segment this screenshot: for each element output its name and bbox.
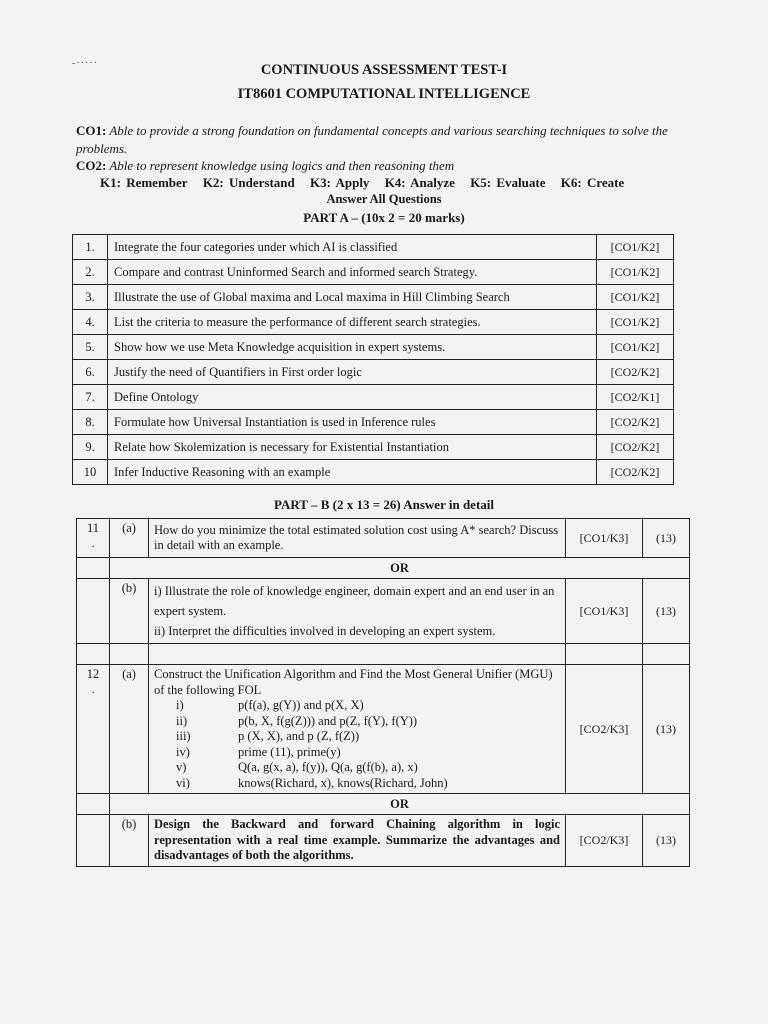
- table-row: [73, 235, 674, 260]
- table-row: [73, 385, 674, 410]
- table-row: [77, 579, 690, 644]
- empty-cell: [566, 644, 643, 665]
- empty-cell: [77, 644, 110, 665]
- knowledge-levels: [100, 175, 634, 191]
- question-text: Show how we use Meta Knowledge acquisition in expert systems.: [108, 335, 597, 360]
- empty-cell: [77, 579, 110, 644]
- question-text: Define Ontology: [108, 385, 597, 410]
- list-item: [154, 698, 560, 714]
- question-text: List the criteria to measure the performance of different search strategies.: [108, 310, 597, 335]
- or-row: [77, 794, 690, 815]
- list-expression: p (X, X), and p (Z, f(Z)): [238, 729, 360, 743]
- question-text: Compare and contrast Uninformed Search and informed search Strategy.: [108, 260, 597, 285]
- list-numeral: ii): [176, 713, 188, 728]
- list-numeral: v): [176, 760, 187, 774]
- empty-cell: [77, 558, 110, 579]
- list-item: [154, 745, 560, 761]
- question-number: [77, 519, 110, 558]
- co2-text: Able to represent knowledge using logics and then reasoning them: [109, 158, 455, 173]
- table-row: [77, 815, 690, 867]
- corner-mark: -·····: [72, 58, 98, 69]
- q11b-part-1: i) Illustrate the role of knowledge engineer, domain expert and an end user in an expert system.: [154, 584, 555, 618]
- question-number: 3.: [73, 285, 108, 310]
- k-level: K1: Remember: [100, 175, 188, 190]
- empty-cell: [149, 644, 566, 665]
- question-marks: (13): [643, 579, 690, 644]
- question-marks: (13): [643, 665, 690, 794]
- question-marks: (13): [643, 815, 690, 867]
- table-row: [73, 310, 674, 335]
- question-co: [CO1/K2]: [597, 335, 674, 360]
- question-text: Integrate the four categories under which AI is classified: [108, 235, 597, 260]
- q12-number: 12: [86, 667, 100, 681]
- list-expression: Q(a, g(x, a), f(y)), Q(a, g(f(b), a), x): [238, 760, 418, 774]
- question-number: 7.: [73, 385, 108, 410]
- table-row: [73, 285, 674, 310]
- co1-label: CO1:: [76, 123, 107, 138]
- part-b-title: PART – B (2 x 13 = 26) Answer in detail: [273, 497, 495, 512]
- or-divider: OR: [110, 558, 690, 579]
- or-divider: OR: [110, 794, 690, 815]
- question-co: [CO2/K2]: [597, 460, 674, 485]
- k-level: K2: Understand: [202, 175, 295, 190]
- question-text: Illustrate the use of Global maxima and Local maxima in Hill Climbing Search: [108, 285, 597, 310]
- question-part-label: (a): [110, 665, 149, 794]
- q11-number: 11: [86, 521, 100, 535]
- table-row: [77, 665, 690, 794]
- question-number: 9.: [73, 435, 108, 460]
- question-co: [CO1/K3]: [566, 519, 643, 558]
- empty-cell: [110, 644, 149, 665]
- question-part-label: (a): [110, 519, 149, 558]
- k-level: K3: Apply: [310, 175, 370, 190]
- instruction: Answer All Questions: [326, 192, 442, 206]
- q12-dot: .: [91, 682, 95, 696]
- question-text: Justify the need of Quantifiers in First order logic: [108, 360, 597, 385]
- co2-label: CO2:: [76, 158, 107, 173]
- question-co: [CO1/K2]: [597, 285, 674, 310]
- list-numeral: iii): [176, 729, 191, 743]
- course-outcome-2: [76, 157, 676, 175]
- empty-cell: [77, 815, 110, 867]
- table-row: [73, 435, 674, 460]
- empty-cell: [643, 644, 690, 665]
- question-text: Formulate how Universal Instantiation is used in Inference rules: [108, 410, 597, 435]
- question-number: 2.: [73, 260, 108, 285]
- table-row: [73, 335, 674, 360]
- list-expression: p(f(a), g(Y)) and p(X, X): [238, 698, 364, 712]
- question-co: [CO1/K2]: [597, 260, 674, 285]
- question-text: Infer Inductive Reasoning with an example: [108, 460, 597, 485]
- question-number: 4.: [73, 310, 108, 335]
- q11b-part-2: ii) Interpret the difficulties involved in developing an expert system.: [154, 624, 496, 638]
- table-row: [73, 410, 674, 435]
- question-co: [CO2/K3]: [566, 665, 643, 794]
- question-part-label: (b): [110, 579, 149, 644]
- list-item: [154, 760, 560, 776]
- k-level: K4: Analyze: [384, 175, 455, 190]
- q11-dot: .: [91, 536, 95, 550]
- part-b-table: [76, 518, 690, 867]
- question-number: 8.: [73, 410, 108, 435]
- k-level: K6: Create: [560, 175, 625, 190]
- question-text: Design the Backward and forward Chaining algorithm in logic representation with a real time example. Summarize the advantages and disadvantages of both the algorithms.: [149, 815, 566, 867]
- question-co: [CO2/K2]: [597, 435, 674, 460]
- list-item: [154, 776, 560, 792]
- unification-list: [154, 698, 560, 791]
- question-number: 5.: [73, 335, 108, 360]
- question-text: [149, 579, 566, 644]
- question-co: [CO2/K1]: [597, 385, 674, 410]
- list-numeral: i): [176, 698, 184, 712]
- test-title: CONTINUOUS ASSESSMENT TEST-I: [260, 62, 508, 78]
- question-text: Relate how Skolemization is necessary for Existential Instantiation: [108, 435, 597, 460]
- course-outcome-1: [76, 122, 676, 158]
- question-number: [77, 665, 110, 794]
- list-expression: knows(Richard, x), knows(Richard, John): [238, 775, 448, 790]
- question-co: [CO2/K2]: [597, 360, 674, 385]
- part-a-table: [72, 234, 674, 485]
- q12a-intro: Construct the Unification Algorithm and Find the Most General Unifier (MGU) of the following FOL: [154, 667, 553, 697]
- question-co: [CO2/K2]: [597, 410, 674, 435]
- list-numeral: vi): [176, 775, 190, 790]
- list-expression: prime (11), prime(y): [238, 744, 341, 759]
- question-co: [CO1/K2]: [597, 235, 674, 260]
- spacer-row: [77, 644, 690, 665]
- question-co: [CO1/K3]: [566, 579, 643, 644]
- list-expression: p(b, X, f(g(Z))) and p(Z, f(Y), f(Y)): [238, 713, 418, 728]
- question-number: 10: [73, 460, 108, 485]
- question-number: 6.: [73, 360, 108, 385]
- table-row: [73, 260, 674, 285]
- list-numeral: iv): [176, 744, 190, 759]
- k-level: K5: Evaluate: [470, 175, 546, 190]
- list-item: [154, 714, 560, 730]
- table-row: [73, 360, 674, 385]
- table-row: [77, 519, 690, 558]
- question-co: [CO2/K3]: [566, 815, 643, 867]
- or-row: [77, 558, 690, 579]
- question-number: 1.: [73, 235, 108, 260]
- question-text: How do you minimize the total estimated solution cost using A* search? Discuss in detail with an example.: [149, 519, 566, 558]
- question-co: [CO1/K2]: [597, 310, 674, 335]
- table-row: [73, 460, 674, 485]
- question-part-label: (b): [110, 815, 149, 867]
- question-marks: (13): [643, 519, 690, 558]
- empty-cell: [77, 794, 110, 815]
- co1-text: Able to provide a strong foundation on fundamental concepts and various searching techniques to solve the problems.: [76, 123, 668, 156]
- course-title: IT8601 COMPUTATIONAL INTELLIGENCE: [237, 86, 531, 102]
- part-a-title: PART A – (10x 2 = 20 marks): [303, 210, 465, 225]
- list-item: [154, 729, 560, 745]
- question-text: [149, 665, 566, 794]
